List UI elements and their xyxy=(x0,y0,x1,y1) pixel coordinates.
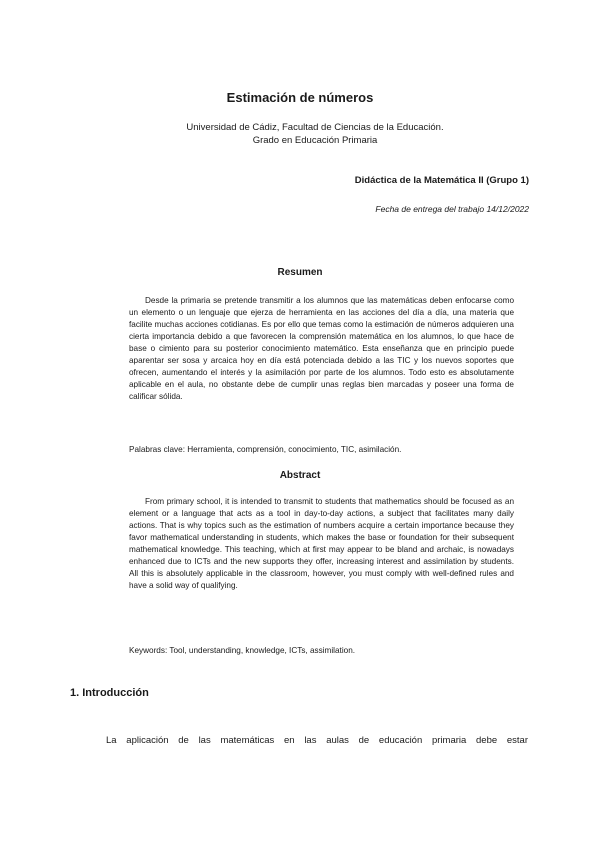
resumen-keywords: Palabras clave: Herramienta, comprensión, conocimiento, TIC, asimilación. xyxy=(129,445,402,454)
abstract-text: From primary school, it is intended to transmit to students that mathematics should be focused as an element or a language that acts as a tool in day-to-day actions, a subject that facilitates many daily actions. That is why topics such as the estimation of numbers acquire a certain importance because they favor mathematical understanding in students, which makes the base or foundation for their subsequent mathematical knowledge. This teaching, which at first may appear to be bland and archaic, is nowadays enhanced due to ICTs and the new supports they offer, increasing interest and assimilation by students. All this is absolutely applicable in the classroom, however, you must comply with well-defined rules and have a solid way of qualifying. xyxy=(129,497,514,590)
abstract-heading: Abstract xyxy=(279,470,321,481)
paper-title: Estimación de números xyxy=(226,90,374,105)
introduccion-first-line: La aplicación de las matemáticas en las aulas de educación primaria debe estar xyxy=(106,735,528,746)
affiliation-degree: Grado en Educación Primaria xyxy=(252,135,378,146)
resumen-text: Desde la primaria se pretende transmitir a los alumnos que las matemáticas deben enfocarse como un elemento o un lenguaje que ejerza de herramienta en las acciones del día a día, una materia que facilite muchas acciones cotidianas. Es por ello que temas como la estimación de números adquieren una cierta importancia debido a que favorecen la comprensión matemática en los alumnos, lo que hace de base o cimiento para su posterior conocimiento matemático. Esta enseñanza que en principio puede aparentar ser sosa y arcaica hoy en día está potenciada debido a las TIC y los nuevos soportes que ofrecen, aumentando el interés y la asimilación por parte de los alumnos. Todo esto es absolutamente aplicable en el aula, no obstante debe de cumplir unas reglas bien marcadas y poseer una forma de calificar sólida. xyxy=(129,296,514,401)
affiliation xyxy=(130,121,500,147)
resumen-heading: Resumen xyxy=(277,267,323,278)
submission-date: Fecha de entrega del trabajo 14/12/2022 xyxy=(375,204,529,214)
course-name: Didáctica de la Matemática II (Grupo 1) xyxy=(354,175,529,186)
introduccion-heading: 1. Introducción xyxy=(70,687,149,699)
abstract-keywords: Keywords: Tool, understanding, knowledge, ICTs, assimilation. xyxy=(129,646,356,655)
affiliation-institution: Universidad de Cádiz, Facultad de Ciencias de la Educación. xyxy=(186,122,444,133)
